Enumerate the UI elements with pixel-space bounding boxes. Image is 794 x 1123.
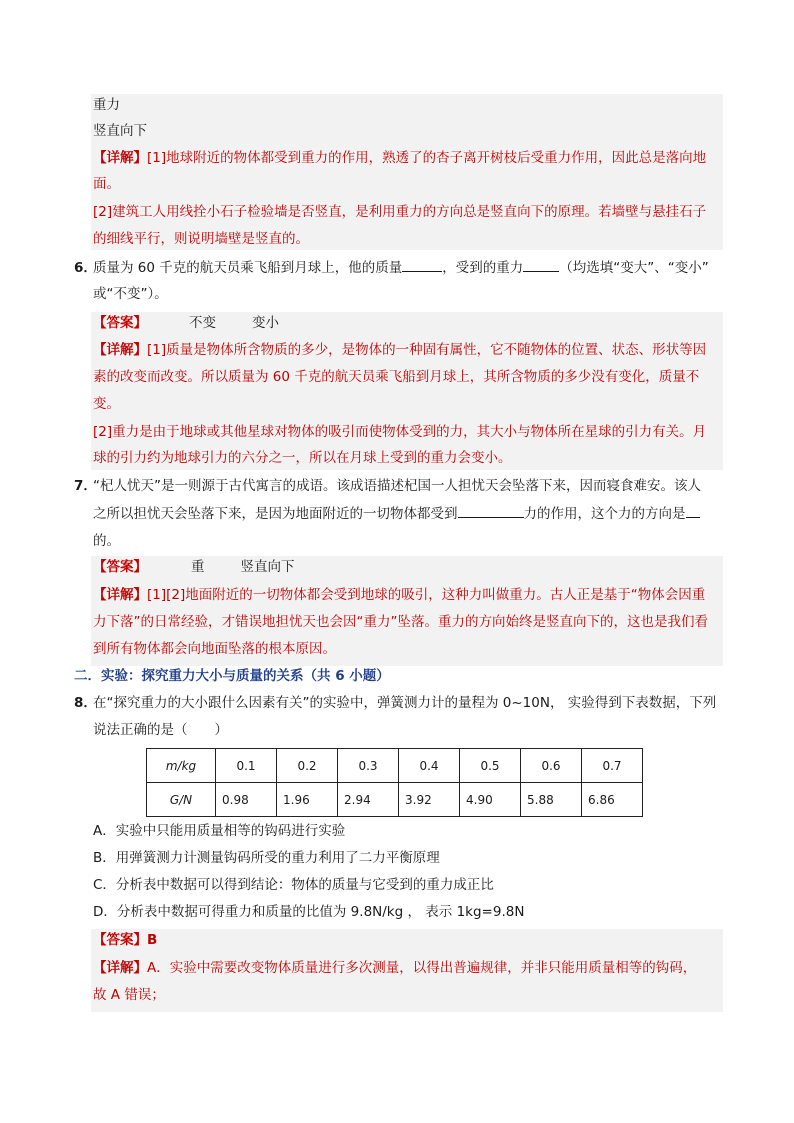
q5-answer-1: 重力: [93, 97, 120, 113]
q6-blank-1: [402, 257, 442, 272]
table-cell: 0.5: [460, 749, 521, 783]
q8-number: 8．: [74, 695, 97, 711]
section-2-heading: 二．实验：探究重力大小与质量的关系（共 6 小题）: [74, 668, 390, 684]
q7-detail-line-2: 力下落”的日常经验，才错误地担忧天也会因“重力”坠落。重力的方向始终是竖直向下的，这也是我们看: [93, 614, 708, 630]
q7-stem-line-1: “杞人忧天”是一则源于古代寓言的成语。该成语描述杞国一人担忧天会坠落下来，因而寝食难安。该人: [93, 478, 701, 494]
q7-detail-tag: 【详解】: [93, 587, 147, 603]
q7-detail-line-3: 到所有物体都会向地面坠落的根本原因。: [93, 641, 336, 657]
q8-option-b: B．用弹簧测力计测量钩码所受的重力利用了二力平衡原理: [93, 850, 440, 866]
q8-option-a: A．实验中只能用质量相等的钩码进行实验: [93, 823, 346, 839]
q7-answer-1: 重: [191, 559, 205, 575]
q8-detail-tag: 【详解】: [93, 960, 147, 976]
q6-number: 6．: [74, 260, 97, 276]
table-row-mass: [147, 749, 643, 783]
q8-answer-line: [93, 929, 157, 951]
q8-detail-line-2: 故 A 错误；: [93, 987, 165, 1003]
q5-detail-tag: 【详解】: [93, 150, 147, 166]
table-cell: 6.86: [582, 783, 643, 817]
q5-detail-text-1: [1]地球附近的物体都受到重力的作用，熟透了的杏子离开树枝后受重力作用，因此总是落向地: [147, 150, 707, 166]
q8-answer-tag: 【答案】: [93, 932, 147, 948]
q6-answer-1: 不变: [189, 315, 216, 331]
table-cell: 1.96: [277, 783, 338, 817]
q7-answer-2: 竖直向下: [240, 559, 295, 575]
q6-detail-line-2: 素的改变而改变。所以质量为 60 千克的航天员乘飞船到月球上，其所含物质的多少没有变化，质量不: [93, 369, 700, 385]
q8-stem-line-1: 在“探究重力的大小跟什么因素有关”的实验中，弹簧测力计的量程为 0~10N， 实验得到下表数据，下列: [93, 695, 717, 711]
q6-stem-c: （均选填“变大”、“变小”: [559, 260, 709, 276]
q6-stem-line-1: [93, 257, 709, 279]
q7-stem-line-2: [93, 503, 700, 525]
table-cell: 4.90: [460, 783, 521, 817]
q8-answer: B: [147, 932, 158, 948]
q8-option-c: C．分析表中数据可以得到结论：物体的质量与它受到的重力成正比: [93, 877, 494, 893]
q8-option-d: D．分析表中数据可得重力和质量的比值为 9.8N/kg ， 表示 1kg=9.8N: [93, 904, 525, 920]
q6-stem-b: ，受到的重力: [442, 260, 524, 276]
q5-detail-line-1: [93, 147, 706, 169]
q7-blank-1: [458, 503, 524, 518]
q8-stem-line-2: 说法正确的是（ ）: [93, 722, 228, 738]
q5-solution-block: [91, 94, 723, 250]
table-cell: 0.2: [277, 749, 338, 783]
q6-detail-text-1: [1]质量是物体所含物质的多少，是物体的一种固有属性，它不随物体的位置、状态、形状等因: [147, 342, 707, 358]
table-cell: 2.94: [338, 783, 399, 817]
q5-detail-line-2: 面。: [93, 176, 120, 192]
q7-answer-tag: 【答案】: [93, 559, 147, 575]
q6-answer-2: 变小: [252, 315, 279, 331]
table-cell: 0.4: [399, 749, 460, 783]
q5-detail-line-4: 的细线平行，则说明墙壁是竖直的。: [93, 231, 309, 247]
q7-detail-text-1: [1][2]地面附近的一切物体都会受到地球的吸引，这种力叫做重力。古人正是基于“物体会因重: [147, 587, 706, 603]
table-header-weight: G/N: [147, 783, 216, 817]
q5-detail-line-3: [2]建筑工人用线拴小石子检验墙是否竖直，是利用重力的方向总是竖直向下的原理。若墙壁与悬挂石子: [93, 204, 707, 220]
q7-stem-2a: 之所以担忧天会坠落下来，是因为地面附近的一切物体都受到: [93, 506, 458, 522]
q5-answer-2: 竖直向下: [93, 123, 147, 139]
q6-blank-2: [523, 257, 559, 272]
q6-answer-tag: 【答案】: [93, 315, 147, 331]
q8-detail-text-1: A．实验中需要改变物体质量进行多次测量，以得出普遍规律，并非只能用质量相等的钩码，: [147, 960, 697, 976]
table-cell: 0.1: [216, 749, 277, 783]
table-cell: 3.92: [399, 783, 460, 817]
table-row-weight: [147, 783, 643, 817]
table-cell: 0.6: [521, 749, 582, 783]
q6-stem-a: 质量为 60 千克的航天员乘飞船到月球上，他的质量: [93, 260, 403, 276]
q6-detail-line-5: 球的引力约为地球引力的六分之一，所以在月球上受到的重力会变小。: [93, 450, 512, 466]
q7-stem-line-3: 的。: [93, 533, 120, 549]
q8-detail-line-1: [93, 957, 696, 979]
table-cell: 0.3: [338, 749, 399, 783]
q6-stem-line-2: 或“不变”）。: [93, 286, 168, 302]
q6-detail-line-3: 变。: [93, 396, 120, 412]
table-cell: 0.7: [582, 749, 643, 783]
q6-detail-line-4: [2]重力是由于地球或其他星球对物体的吸引而使物体受到的力，其大小与物体所在星球的引力有关。月: [93, 424, 707, 440]
q7-blank-2: [686, 503, 700, 518]
mass-weight-table: [146, 748, 643, 817]
table-cell: 5.88: [521, 783, 582, 817]
table-cell: 0.98: [216, 783, 277, 817]
q6-detail-line-1: [93, 339, 706, 361]
q6-detail-tag: 【详解】: [93, 342, 147, 358]
q7-stem-2b: 力的作用，这个力的方向是: [523, 506, 686, 522]
q7-detail-line-1: [93, 584, 705, 606]
q6-answer-line: [93, 312, 279, 334]
table-header-mass: m/kg: [147, 749, 216, 783]
q7-answer-line: [93, 556, 295, 578]
q7-number: 7．: [74, 478, 97, 494]
